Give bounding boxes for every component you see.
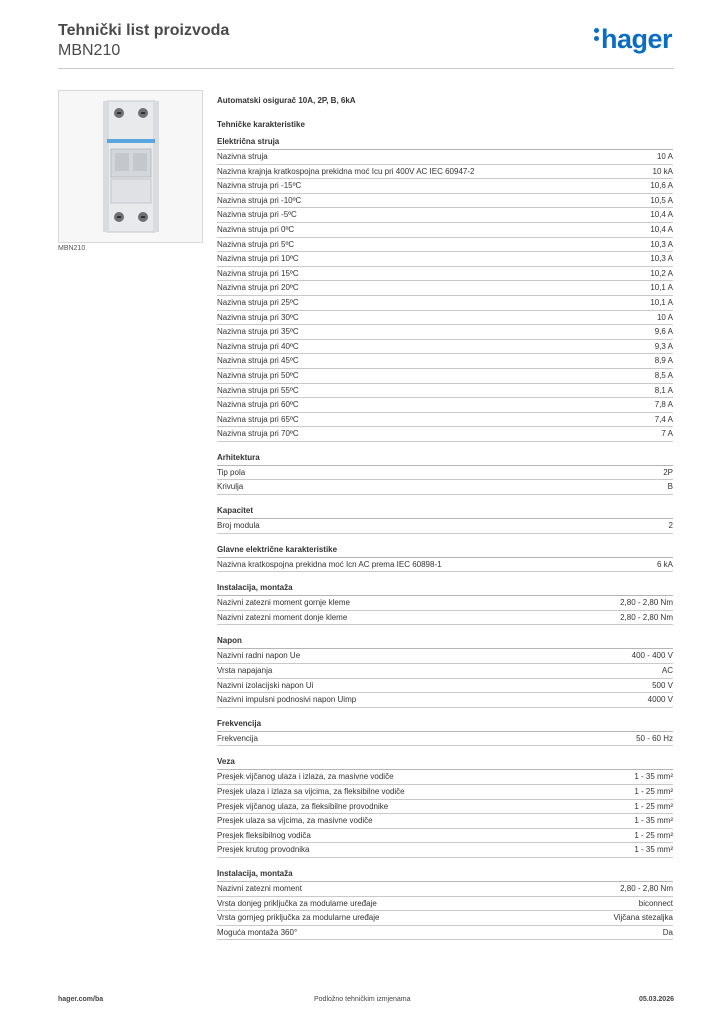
hager-logo[interactable] xyxy=(594,24,672,55)
spec-label: Nazivna struja pri 25ºC xyxy=(217,297,299,307)
section-heading: Glavne električne karakteristike xyxy=(217,544,673,558)
section-heading: Veza xyxy=(217,756,673,770)
spec-row xyxy=(217,800,673,815)
spec-row xyxy=(217,413,673,428)
spec-label: Nazivna struja pri 35ºC xyxy=(217,327,299,337)
spec-value: biconnect xyxy=(638,898,673,908)
spec-row xyxy=(217,926,673,941)
spec-label: Nazivna struja pri 5ºC xyxy=(217,239,295,249)
footer-website[interactable]: hager.com/ba xyxy=(58,996,104,1003)
spec-row xyxy=(217,252,673,267)
spec-label: Nazivni zatezni moment gornje kleme xyxy=(217,598,350,608)
spec-row xyxy=(217,664,673,679)
product-name: Automatski osigurač 10A, 2P, B, 6kA xyxy=(217,96,356,105)
section-heading: Instalacija, montaža xyxy=(217,582,673,596)
footer-notice: Podložno tehničkim izmjenama xyxy=(314,996,411,1003)
page-header xyxy=(58,20,674,69)
spec-label: Nazivna struja pri 65ºC xyxy=(217,414,299,424)
product-code: MBN210 xyxy=(58,42,121,59)
spec-label: Vrsta gornjeg priključka za modularne uređaje xyxy=(217,913,380,923)
section-heading: Instalacija, montaža xyxy=(217,868,673,882)
spec-label: Moguća montaža 360° xyxy=(217,927,298,937)
footer-date: 05.03.2026 xyxy=(638,996,674,1003)
spec-label: Nazivna struja pri 30ºC xyxy=(217,312,299,322)
spec-row xyxy=(217,679,673,694)
spec-row xyxy=(217,165,673,180)
spec-value: 2,80 - 2,80 Nm xyxy=(620,612,673,622)
spec-label: Broj modula xyxy=(217,521,260,531)
spec-value: 1 - 35 mm² xyxy=(634,816,673,826)
spec-label: Nazivna struja pri -15ºC xyxy=(217,181,302,191)
spec-row xyxy=(217,611,673,626)
spec-value: 8,1 A xyxy=(654,385,673,395)
spec-row xyxy=(217,843,673,858)
spec-value: 10,1 A xyxy=(650,297,673,307)
spec-value: Da xyxy=(662,927,673,937)
spec-label: Nazivna struja pri 10ºC xyxy=(217,254,299,264)
spec-value: 9,6 A xyxy=(654,327,673,337)
logo-dots-icon xyxy=(594,25,599,44)
spec-value: 2,80 - 2,80 Nm xyxy=(620,883,673,893)
spec-label: Nazivna struja pri 15ºC xyxy=(217,268,299,278)
spec-label: Nazivni impulsni podnosivi napon Uimp xyxy=(217,695,357,705)
spec-value: 10,6 A xyxy=(650,181,673,191)
spec-label: Nazivni izolacijski napon Ui xyxy=(217,680,314,690)
spec-row xyxy=(217,311,673,326)
section-heading: Arhitektura xyxy=(217,452,673,466)
spec-row xyxy=(217,519,673,534)
spec-label: Nazivna struja pri -5ºC xyxy=(217,210,297,220)
spec-label: Nazivna struja pri 60ºC xyxy=(217,400,299,410)
spec-row xyxy=(217,882,673,897)
spec-value: 500 V xyxy=(652,680,673,690)
image-caption: MBN210 xyxy=(58,245,86,252)
spec-row xyxy=(217,558,673,573)
spec-label: Nazivna struja xyxy=(217,152,268,161)
spec-value: 1 - 35 mm² xyxy=(634,845,673,855)
spec-row xyxy=(217,480,673,495)
spec-label: Tip pola xyxy=(217,467,246,477)
spec-label: Nazivni radni napon Ue xyxy=(217,651,301,661)
spec-label: Nazivna krajnja kratkospojna prekidna moć Icu pri 400V AC IEC 60947-2 xyxy=(217,166,475,176)
spec-value: 10,5 A xyxy=(650,195,673,205)
spec-row xyxy=(217,785,673,800)
logo-text: hager xyxy=(600,24,672,54)
spec-label: Krivulja xyxy=(217,482,244,492)
spec-value: 10,2 A xyxy=(650,268,673,278)
spec-row xyxy=(217,340,673,355)
spec-row xyxy=(217,296,673,311)
spec-row xyxy=(217,179,673,194)
spec-row xyxy=(217,223,673,238)
spec-row xyxy=(217,354,673,369)
spec-value: 10 A xyxy=(656,312,673,322)
spec-value: 7,4 A xyxy=(654,414,673,424)
spec-value: 10,4 A xyxy=(650,224,673,234)
spec-row xyxy=(217,384,673,399)
spec-label: Presjek ulaza i izlaza sa vijcima, za fleksibilne vodiče xyxy=(217,787,405,796)
spec-value: 1 - 35 mm² xyxy=(634,772,673,782)
spec-value: B xyxy=(667,482,673,492)
spec-label: Presjek vijčanog ulaza, za fleksibilne provodnike xyxy=(217,801,389,811)
spec-row xyxy=(217,427,673,442)
spec-value: Vijčana stezaljka xyxy=(613,913,673,923)
spec-label: Nazivna struja pri 70ºC xyxy=(217,429,299,439)
spec-row xyxy=(217,732,673,747)
spec-row xyxy=(217,596,673,611)
document-title: Tehnički list proizvoda xyxy=(58,22,230,39)
spec-row xyxy=(217,466,673,481)
spec-row xyxy=(217,829,673,844)
spec-label: Nazivni zatezni moment donje kleme xyxy=(217,612,348,622)
spec-value: 50 - 60 Hz xyxy=(636,733,673,743)
spec-value: 2P xyxy=(663,467,673,477)
spec-label: Nazivna struja pri 45ºC xyxy=(217,356,299,366)
tech-heading: Tehničke karakteristike xyxy=(217,120,305,129)
spec-label: Nazivna struja pri 55ºC xyxy=(217,385,299,395)
spec-value: 9,3 A xyxy=(654,341,673,351)
spec-label: Vrsta donjeg priključka za modularne uređaje xyxy=(217,898,377,908)
spec-row xyxy=(217,398,673,413)
spec-row xyxy=(217,325,673,340)
spec-value: 1 - 25 mm² xyxy=(634,787,673,796)
spec-row xyxy=(217,911,673,926)
section-heading: Kapacitet xyxy=(217,505,673,519)
spec-value: 1 - 25 mm² xyxy=(634,801,673,811)
spec-value: 10,3 A xyxy=(650,254,673,264)
spec-value: 400 - 400 V xyxy=(631,651,673,661)
circuit-breaker-image xyxy=(59,91,202,242)
spec-value: 10,1 A xyxy=(650,283,673,293)
spec-label: Nazivna struja pri 20ºC xyxy=(217,283,299,293)
spec-row xyxy=(217,770,673,785)
spec-label: Nazivni zatezni moment xyxy=(217,883,302,893)
spec-sections xyxy=(217,136,673,940)
spec-row xyxy=(217,267,673,282)
spec-content xyxy=(217,96,673,940)
spec-value: 8,9 A xyxy=(654,356,673,366)
spec-row xyxy=(217,281,673,296)
spec-label: Frekvencija xyxy=(217,733,258,743)
spec-label: Nazivna struja pri -10ºC xyxy=(217,195,302,205)
spec-row xyxy=(217,649,673,664)
spec-row xyxy=(217,238,673,253)
spec-label: Presjek fleksibilnog vodiča xyxy=(217,830,311,840)
spec-value: 7,8 A xyxy=(654,400,673,410)
spec-value: 10,3 A xyxy=(650,239,673,249)
spec-label: Vrsta napajanja xyxy=(217,666,273,676)
spec-value: 7 A xyxy=(661,429,673,439)
spec-row xyxy=(217,693,673,708)
spec-value: 4000 V xyxy=(647,695,673,705)
spec-value: 2 xyxy=(668,521,673,531)
section-heading: Frekvencija xyxy=(217,718,673,732)
spec-value: AC xyxy=(661,666,673,676)
spec-label: Nazivna struja pri 40ºC xyxy=(217,341,299,351)
spec-value: 2,80 - 2,80 Nm xyxy=(620,598,673,608)
spec-label: Nazivna struja pri 0ºC xyxy=(217,224,295,234)
spec-row xyxy=(217,814,673,829)
spec-label: Presjek ulaza sa vijcima, za masivne vodiče xyxy=(217,816,373,826)
spec-row xyxy=(217,897,673,912)
spec-row xyxy=(217,150,673,165)
spec-value: 10,4 A xyxy=(650,210,673,220)
spec-label: Nazivna kratkospojna prekidna moć Icn AC prema IEC 60898-1 xyxy=(217,559,442,569)
spec-label: Nazivna struja pri 50ºC xyxy=(217,370,299,380)
spec-value: 6 kA xyxy=(656,559,673,569)
product-image xyxy=(58,90,203,243)
section-heading: Električna struja xyxy=(217,136,673,150)
section-heading: Napon xyxy=(217,635,673,649)
spec-label: Presjek vijčanog ulaza i izlaza, za masivne vodiče xyxy=(217,772,394,782)
spec-value: 8,5 A xyxy=(654,370,673,380)
spec-row xyxy=(217,208,673,223)
spec-row xyxy=(217,194,673,209)
spec-value: 10 kA xyxy=(652,166,673,176)
spec-value: 10 A xyxy=(656,152,673,161)
spec-label: Presjek krutog provodnika xyxy=(217,845,310,855)
spec-value: 1 - 25 mm² xyxy=(634,830,673,840)
spec-row xyxy=(217,369,673,384)
